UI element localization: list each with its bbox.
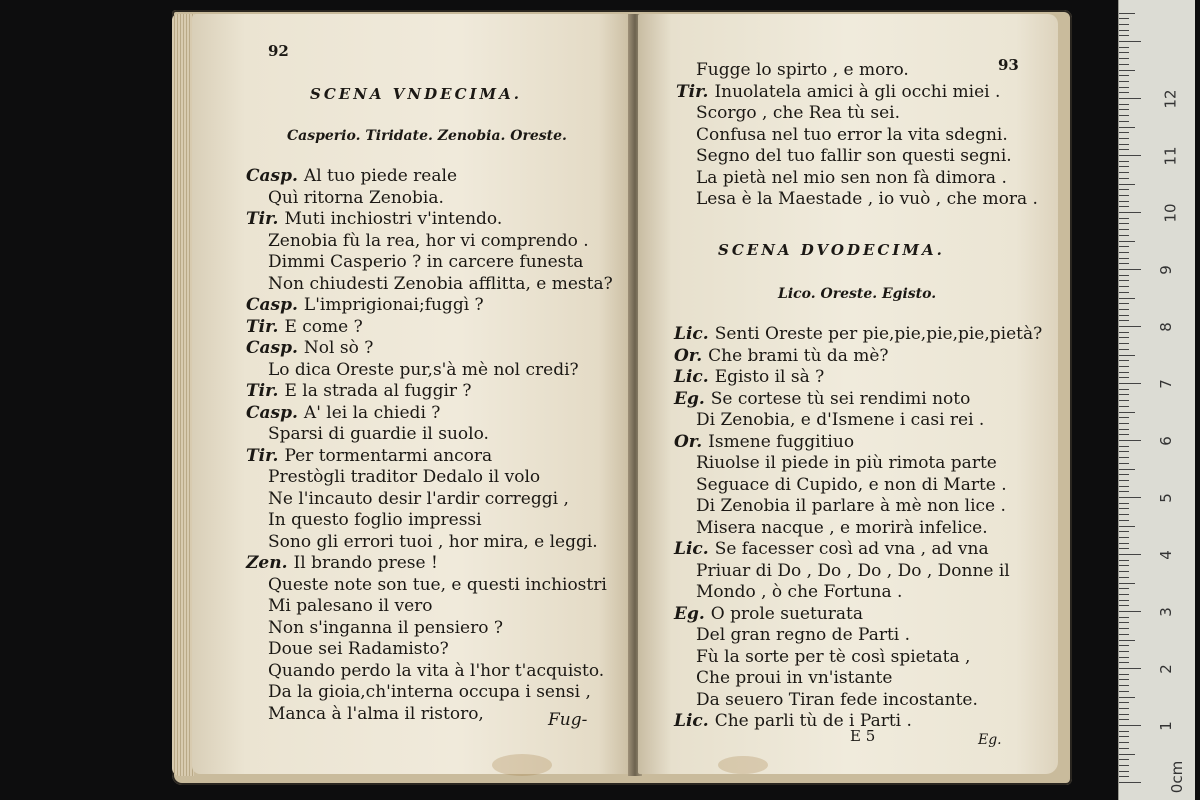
ruler-tick: [1119, 366, 1129, 367]
ruler-tick: [1119, 668, 1141, 669]
ruler-tick: [1119, 47, 1129, 48]
ruler-tick: [1119, 543, 1129, 544]
speaker-label: Or.: [674, 431, 703, 452]
ruler-tick: [1119, 389, 1129, 390]
speaker-label: Lic.: [674, 367, 709, 387]
verse-line: [246, 403, 440, 423]
measuring-ruler: [1118, 0, 1195, 800]
ruler-tick: [1119, 155, 1141, 156]
speaker-label: Casp.: [246, 338, 298, 358]
verse-text: Fugge lo spirto , e moro.: [696, 60, 909, 80]
ruler-tick: [1119, 161, 1129, 162]
stain: [492, 754, 552, 776]
verse-text: Da la gioia,ch'interna occupa i sensi ,: [268, 682, 591, 702]
ruler-tick: [1119, 605, 1129, 606]
verse-line: [268, 532, 598, 552]
verse-text: Inuolatela amici à gli occhi miei .: [714, 81, 1001, 102]
ruler-tick: [1119, 771, 1129, 772]
ruler-number: 4: [1156, 550, 1175, 560]
ruler-tick: [1119, 548, 1129, 549]
verse-line: [674, 604, 863, 624]
verse-line: [696, 561, 1010, 581]
ruler-tick: [1119, 132, 1129, 133]
verse-line: [268, 510, 482, 530]
ruler-tick: [1119, 377, 1129, 378]
speaker-label: Tir.: [246, 381, 279, 401]
ruler-tick: [1119, 731, 1129, 732]
ruler-tick: [1119, 565, 1129, 566]
ruler-tick: [1119, 640, 1135, 641]
verse-text: Che proui in vn'istante: [696, 668, 893, 688]
page-edges: [172, 14, 194, 776]
ruler-tick: [1119, 18, 1129, 19]
ruler-tick: [1119, 583, 1135, 584]
verse-line: [696, 647, 970, 667]
verse-text: Quando perdo la vita à l'hor t'acquisto.: [268, 660, 605, 681]
verse-line: [674, 389, 970, 409]
verse-line: [696, 475, 1007, 495]
verse-line: [674, 432, 854, 452]
ruler-tick: [1119, 81, 1129, 82]
ruler-tick: [1119, 406, 1129, 407]
speaker-label: Casp.: [246, 295, 298, 315]
verse-line: [696, 668, 892, 688]
ruler-tick: [1119, 292, 1129, 293]
verse-line: [674, 539, 989, 559]
verse-line: [268, 467, 540, 487]
verse-line: [268, 231, 589, 251]
ruler-tick: [1119, 109, 1129, 110]
ruler-tick: [1119, 423, 1129, 424]
ruler-tick: [1119, 58, 1129, 59]
ruler-tick: [1119, 326, 1141, 327]
ruler-tick: [1119, 702, 1129, 703]
verse-text: Sparsi di guardie il suolo.: [268, 424, 489, 444]
verse-text: O prole sueturata: [710, 603, 863, 624]
ruler-tick: [1119, 474, 1129, 475]
ruler-tick: [1119, 269, 1141, 270]
verse-line: [696, 518, 988, 538]
ruler-tick: [1119, 343, 1129, 344]
catchword-right: Eg.: [978, 732, 1002, 748]
ruler-tick: [1119, 714, 1129, 715]
page-number-right: 93: [998, 56, 1019, 74]
verse-text: Se facesser così ad vna , ad vna: [714, 539, 989, 559]
ruler-number: 2: [1156, 664, 1175, 674]
ruler-tick: [1119, 98, 1141, 99]
ruler-tick: [1119, 486, 1129, 487]
verse-line: [268, 682, 591, 702]
ruler-number: 6: [1156, 436, 1175, 446]
cast-list-left: Casperio. Tiridate. Zenobia. Oreste.: [287, 128, 567, 144]
verse-line: [696, 168, 1007, 188]
ruler-tick: [1119, 434, 1129, 435]
ruler-tick: [1119, 13, 1135, 14]
ruler-tick: [1119, 30, 1129, 31]
left-page: [192, 14, 634, 774]
speaker-label: Tir.: [676, 81, 709, 102]
ruler-tick: [1119, 280, 1129, 281]
ruler-tick: [1119, 480, 1129, 481]
ruler-tick: [1119, 417, 1129, 418]
verse-line: [696, 582, 902, 602]
verse-text: Fù la sorte per tè così spietata ,: [696, 646, 971, 667]
speaker-label: Eg.: [674, 603, 705, 624]
verse-text: Senti Oreste per pie,pie,pie,pie,pietà?: [714, 324, 1043, 344]
ruler-tick: [1119, 577, 1129, 578]
ruler-tick: [1119, 178, 1129, 179]
verse-text: Di Zenobia il parlare à mè non lice .: [696, 496, 1006, 516]
verse-text: Misera nacque , e morirà infelice.: [696, 517, 988, 538]
verse-line: [268, 618, 503, 638]
ruler-tick: [1119, 708, 1129, 709]
verse-text: Al tuo piede reale: [303, 166, 458, 186]
ruler-tick: [1119, 469, 1135, 470]
ruler-tick: [1119, 149, 1129, 150]
ruler-tick: [1119, 782, 1141, 783]
verse-text: Mi palesano il vero: [268, 596, 433, 616]
ruler-tick: [1119, 246, 1129, 247]
ruler-tick: [1119, 309, 1129, 310]
ruler-tick: [1119, 560, 1129, 561]
ruler-number: 12: [1161, 89, 1180, 109]
verse-line: [696, 625, 910, 645]
ruler-tick: [1119, 600, 1129, 601]
verse-text: Sono gli errori tuoi , hor mira, e leggi.: [268, 531, 598, 552]
ruler-tick: [1119, 252, 1129, 253]
ruler-tick: [1119, 697, 1135, 698]
ruler-tick: [1119, 508, 1129, 509]
verse-text: Se cortese tù sei rendimi noto: [710, 388, 971, 409]
verse-text: Lesa è la Maestade , io vuò , che mora .: [696, 189, 1038, 209]
verse-line: [696, 410, 984, 430]
verse-text: Queste note son tue, e questi inchiostri: [268, 574, 607, 595]
verse-text: Segno del tuo fallir son questi segni.: [696, 146, 1012, 166]
ruler-tick: [1119, 372, 1129, 373]
verse-line: [246, 209, 502, 229]
verse-text: Zenobia fù la rea, hor vi comprendo .: [268, 230, 589, 251]
speaker-label: Lic.: [674, 711, 709, 731]
verse-text: Confusa nel tuo error la vita sdegni.: [696, 124, 1008, 145]
verse-text: L'imprigionai;fuggì ?: [303, 295, 484, 315]
verse-line: [246, 381, 472, 401]
ruler-tick: [1119, 754, 1135, 755]
ruler-tick: [1119, 87, 1129, 88]
verse-text: A' lei la chiedi ?: [303, 402, 441, 423]
verse-line: [696, 690, 978, 710]
ruler-tick: [1119, 298, 1135, 299]
verse-line: [268, 661, 604, 681]
ruler-tick: [1119, 679, 1129, 680]
ruler-tick: [1119, 138, 1129, 139]
verse-line: [268, 188, 444, 208]
ruler-tick: [1119, 748, 1129, 749]
verse-text: Per tormentarmi ancora: [284, 445, 493, 466]
ruler-tick: [1119, 503, 1129, 504]
speaker-label: Eg.: [674, 388, 705, 409]
verse-line: [696, 496, 1006, 516]
verse-line: [674, 711, 912, 731]
verse-text: Lo dica Oreste pur,s'à mè nol credi?: [268, 359, 579, 380]
page-number-left: 92: [268, 42, 289, 60]
ruler-tick: [1119, 144, 1129, 145]
verse-line: [268, 360, 579, 380]
ruler-tick: [1119, 92, 1129, 93]
ruler-tick: [1119, 52, 1129, 53]
verse-text: Ismene fuggitiuo: [708, 431, 855, 452]
ruler-tick: [1119, 35, 1129, 36]
ruler-tick: [1119, 41, 1141, 42]
ruler-tick: [1119, 121, 1129, 122]
ruler-tick: [1119, 275, 1129, 276]
speaker-label: Casp.: [246, 166, 298, 186]
ruler-tick: [1119, 206, 1129, 207]
ruler-tick: [1119, 742, 1129, 743]
ruler-tick: [1119, 223, 1129, 224]
ruler-tick: [1119, 195, 1129, 196]
verse-line: [246, 553, 438, 573]
ruler-tick: [1119, 446, 1129, 447]
ruler-tick: [1119, 189, 1129, 190]
ruler-tick: [1119, 685, 1129, 686]
catchword-left: Fug-: [548, 710, 588, 730]
signature-mark: E 5: [850, 727, 876, 745]
stain: [718, 756, 768, 774]
verse-text: Di Zenobia, e d'Ismene i casi rei .: [696, 410, 985, 430]
verse-line: [268, 252, 583, 272]
verse-text: Quì ritorna Zenobia.: [268, 187, 444, 208]
verse-line: [696, 146, 1012, 166]
ruler-tick: [1119, 611, 1141, 612]
verse-line: [268, 575, 607, 595]
ruler-tick: [1119, 303, 1129, 304]
ruler-tick: [1119, 184, 1135, 185]
verse-line: [696, 125, 1008, 145]
ruler-tick: [1119, 127, 1135, 128]
verse-text: In questo foglio impressi: [268, 510, 482, 530]
verse-line: [696, 453, 997, 473]
ruler-tick: [1119, 355, 1135, 356]
ruler-tick: [1119, 571, 1129, 572]
verse-text: Priuar di Do , Do , Do , Do , Donne il: [696, 560, 1010, 581]
verse-text: E come ?: [284, 316, 363, 337]
scene-heading-left: SCENA VNDECIMA.: [310, 85, 522, 103]
verse-line: [246, 295, 484, 315]
verse-text: Che parli tù de i Parti .: [714, 711, 912, 731]
ruler-unit-label: 0cm: [1168, 760, 1187, 794]
verse-text: Prestògli traditor Dedalo il volo: [268, 467, 541, 487]
ruler-tick: [1119, 315, 1129, 316]
ruler-number: 3: [1156, 607, 1175, 617]
verse-line: [246, 446, 492, 466]
ruler-tick: [1119, 691, 1129, 692]
ruler-tick: [1119, 332, 1129, 333]
verse-line: [246, 338, 373, 358]
ruler-tick: [1119, 360, 1129, 361]
verse-line: [676, 82, 1000, 102]
ruler-tick: [1119, 212, 1141, 213]
ruler-tick: [1119, 657, 1129, 658]
ruler-number: 5: [1156, 493, 1175, 503]
ruler-tick: [1119, 776, 1129, 777]
ruler-number: 11: [1161, 146, 1180, 166]
ruler-tick: [1119, 719, 1129, 720]
speaker-label: Zen.: [246, 553, 288, 573]
ruler-tick: [1119, 634, 1129, 635]
verse-text: Non s'inganna il pensiero ?: [268, 617, 503, 638]
verse-line: [696, 189, 1038, 209]
verse-text: Il brando prese !: [293, 553, 438, 573]
ruler-tick: [1119, 531, 1129, 532]
ruler-tick: [1119, 514, 1129, 515]
verse-text: Manca à l'alma il ristoro,: [268, 703, 484, 724]
ruler-tick: [1119, 491, 1129, 492]
ruler-tick: [1119, 201, 1129, 202]
ruler-number: 1: [1156, 721, 1175, 731]
ruler-tick: [1119, 412, 1135, 413]
verse-line: [696, 60, 909, 80]
verse-line: [268, 596, 433, 616]
verse-line: [268, 274, 613, 294]
speaker-label: Casp.: [246, 402, 298, 423]
verse-text: Seguace di Cupido, e non di Marte .: [696, 474, 1007, 495]
verse-text: Dimmi Casperio ? in carcere funesta: [268, 252, 584, 272]
verse-line: [268, 489, 569, 509]
verse-text: Riuolse il piede in più rimota parte: [696, 453, 997, 473]
ruler-tick: [1119, 383, 1141, 384]
verse-line: [674, 367, 824, 387]
ruler-tick: [1119, 674, 1129, 675]
ruler-tick: [1119, 286, 1129, 287]
verse-line: [246, 166, 457, 186]
verse-text: La pietà nel mio sen non fà dimora .: [696, 167, 1007, 188]
verse-line: [674, 324, 1042, 344]
verse-text: Che brami tù da mè?: [708, 345, 889, 366]
ruler-tick: [1119, 337, 1129, 338]
verse-text: Da seuero Tiran fede incostante.: [696, 689, 978, 710]
ruler-tick: [1119, 520, 1129, 521]
ruler-tick: [1119, 440, 1141, 441]
ruler-tick: [1119, 235, 1129, 236]
verse-text: E la strada al fuggir ?: [284, 381, 472, 401]
ruler-tick: [1119, 241, 1135, 242]
verse-line: [674, 346, 889, 366]
verse-text: Non chiudesti Zenobia afflitta, e mesta?: [268, 273, 613, 294]
ruler-tick: [1119, 104, 1129, 105]
ruler-tick: [1119, 554, 1141, 555]
ruler-tick: [1119, 451, 1129, 452]
ruler-tick: [1119, 759, 1129, 760]
ruler-tick: [1119, 628, 1129, 629]
verse-line: [246, 317, 363, 337]
ruler-tick: [1119, 349, 1129, 350]
ruler-number: 7: [1156, 379, 1175, 389]
verse-text: Mondo , ò che Fortuna .: [696, 582, 903, 602]
ruler-tick: [1119, 662, 1129, 663]
ruler-tick: [1119, 394, 1129, 395]
ruler-tick: [1119, 429, 1129, 430]
verse-line: [268, 639, 449, 659]
ruler-number: 9: [1156, 265, 1175, 275]
ruler-tick: [1119, 526, 1135, 527]
ruler-tick: [1119, 617, 1129, 618]
ruler-tick: [1119, 594, 1129, 595]
right-page: [638, 14, 1058, 774]
verse-text: Muti inchiostri v'intendo.: [284, 209, 503, 229]
ruler-tick: [1119, 172, 1129, 173]
ruler-tick: [1119, 166, 1129, 167]
verse-text: Del gran regno de Parti .: [696, 625, 911, 645]
verse-line: [268, 424, 489, 444]
ruler-tick: [1119, 588, 1129, 589]
ruler-tick: [1119, 258, 1129, 259]
ruler-tick: [1119, 24, 1129, 25]
verse-text: Doue sei Radamisto?: [268, 639, 449, 659]
verse-text: Ne l'incauto desir l'ardir correggi ,: [268, 488, 569, 509]
ruler-tick: [1119, 115, 1129, 116]
ruler-tick: [1119, 75, 1129, 76]
ruler-tick: [1119, 218, 1129, 219]
ruler-tick: [1119, 229, 1129, 230]
ruler-tick: [1119, 622, 1129, 623]
ruler-tick: [1119, 651, 1129, 652]
speaker-label: Or.: [674, 345, 703, 366]
speaker-label: Tir.: [246, 209, 279, 229]
ruler-number: 8: [1156, 322, 1175, 332]
ruler-tick: [1119, 463, 1129, 464]
ruler-tick: [1119, 537, 1129, 538]
cast-list-right: Lico. Oreste. Egisto.: [778, 286, 937, 302]
ruler-tick: [1119, 70, 1135, 71]
ruler-tick: [1119, 64, 1129, 65]
verse-text: Egisto il sà ?: [714, 367, 825, 387]
ruler-tick: [1119, 736, 1129, 737]
speaker-label: Lic.: [674, 539, 709, 559]
ruler-number: 10: [1161, 203, 1180, 223]
speaker-label: Tir.: [246, 316, 279, 337]
ruler-tick: [1119, 645, 1129, 646]
ruler-tick: [1119, 457, 1129, 458]
ruler-tick: [1119, 320, 1129, 321]
verse-text: Scorgo , che Rea tù sei.: [696, 103, 900, 123]
ruler-tick: [1119, 400, 1129, 401]
verse-text: Nol sò ?: [303, 338, 374, 358]
ruler-tick: [1119, 765, 1129, 766]
ruler-tick: [1119, 263, 1129, 264]
ruler-tick: [1119, 725, 1141, 726]
verse-line: [268, 704, 484, 724]
scene-heading-right: SCENA DVODECIMA.: [718, 241, 945, 259]
speaker-label: Tir.: [246, 445, 279, 466]
speaker-label: Lic.: [674, 324, 709, 344]
ruler-tick: [1119, 497, 1141, 498]
verse-line: [696, 103, 900, 123]
